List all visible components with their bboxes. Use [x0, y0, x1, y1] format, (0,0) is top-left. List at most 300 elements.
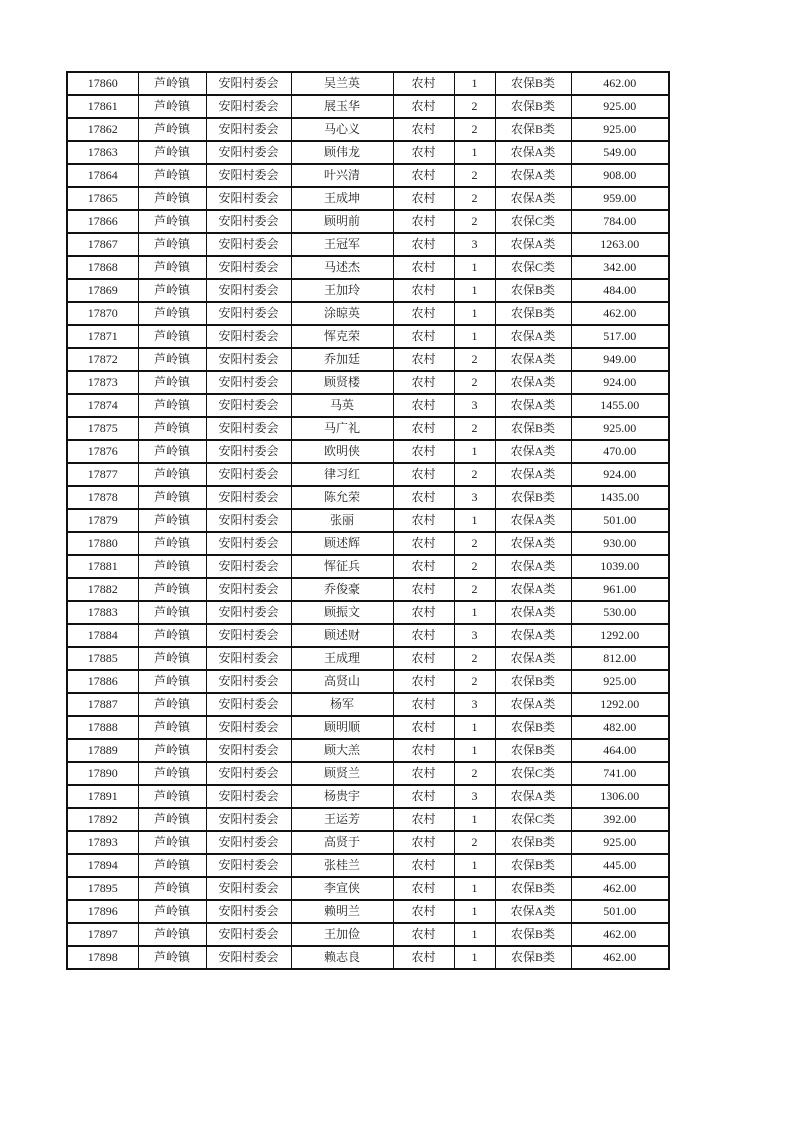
cell-village-committee: 安阳村委会 — [206, 877, 291, 900]
cell-village-committee: 安阳村委会 — [206, 578, 291, 601]
cell-amount: 482.00 — [571, 716, 669, 739]
cell-amount: 959.00 — [571, 187, 669, 210]
cell-village-committee: 安阳村委会 — [206, 417, 291, 440]
cell-town: 芦岭镇 — [138, 877, 206, 900]
cell-insurance-category: 农保A类 — [495, 325, 571, 348]
table-row — [67, 785, 669, 808]
cell-person-count: 2 — [454, 463, 495, 486]
cell-amount: 1435.00 — [571, 486, 669, 509]
cell-amount: 925.00 — [571, 831, 669, 854]
cell-village-committee: 安阳村委会 — [206, 486, 291, 509]
cell-insurance-category: 农保B类 — [495, 118, 571, 141]
cell-person-count: 1 — [454, 739, 495, 762]
cell-person-count: 3 — [454, 233, 495, 256]
cell-person-count: 2 — [454, 371, 495, 394]
table-row — [67, 739, 669, 762]
cell-amount: 462.00 — [571, 923, 669, 946]
cell-residence-type: 农村 — [393, 923, 454, 946]
cell-village-committee: 安阳村委会 — [206, 946, 291, 969]
table-row — [67, 210, 669, 233]
cell-person-count: 1 — [454, 716, 495, 739]
cell-person-name: 马广礼 — [291, 417, 393, 440]
cell-village-committee: 安阳村委会 — [206, 164, 291, 187]
cell-person-name: 赖明兰 — [291, 900, 393, 923]
cell-person-name: 王成坤 — [291, 187, 393, 210]
cell-insurance-category: 农保B类 — [495, 302, 571, 325]
cell-amount: 930.00 — [571, 532, 669, 555]
cell-person-count: 3 — [454, 693, 495, 716]
cell-insurance-category: 农保A类 — [495, 371, 571, 394]
cell-insurance-category: 农保A类 — [495, 578, 571, 601]
table-row — [67, 187, 669, 210]
cell-residence-type: 农村 — [393, 624, 454, 647]
cell-residence-type: 农村 — [393, 762, 454, 785]
cell-person-name: 顾振文 — [291, 601, 393, 624]
cell-record-id: 17896 — [67, 900, 138, 923]
cell-person-count: 2 — [454, 555, 495, 578]
cell-insurance-category: 农保A类 — [495, 348, 571, 371]
cell-town: 芦岭镇 — [138, 95, 206, 118]
cell-person-count: 2 — [454, 348, 495, 371]
cell-insurance-category: 农保A类 — [495, 509, 571, 532]
cell-town: 芦岭镇 — [138, 141, 206, 164]
cell-residence-type: 农村 — [393, 256, 454, 279]
cell-residence-type: 农村 — [393, 210, 454, 233]
cell-village-committee: 安阳村委会 — [206, 900, 291, 923]
table-row — [67, 486, 669, 509]
cell-amount: 470.00 — [571, 440, 669, 463]
table-row — [67, 647, 669, 670]
cell-town: 芦岭镇 — [138, 693, 206, 716]
cell-town: 芦岭镇 — [138, 394, 206, 417]
cell-village-committee: 安阳村委会 — [206, 118, 291, 141]
cell-insurance-category: 农保A类 — [495, 900, 571, 923]
cell-town: 芦岭镇 — [138, 762, 206, 785]
cell-record-id: 17866 — [67, 210, 138, 233]
table-row — [67, 348, 669, 371]
cell-residence-type: 农村 — [393, 72, 454, 95]
cell-residence-type: 农村 — [393, 716, 454, 739]
cell-person-count: 1 — [454, 302, 495, 325]
cell-insurance-category: 农保A类 — [495, 785, 571, 808]
cell-residence-type: 农村 — [393, 555, 454, 578]
cell-record-id: 17873 — [67, 371, 138, 394]
cell-village-committee: 安阳村委会 — [206, 463, 291, 486]
table-row — [67, 463, 669, 486]
cell-town: 芦岭镇 — [138, 440, 206, 463]
cell-record-id: 17874 — [67, 394, 138, 417]
cell-insurance-category: 农保B类 — [495, 854, 571, 877]
cell-village-committee: 安阳村委会 — [206, 233, 291, 256]
cell-village-committee: 安阳村委会 — [206, 716, 291, 739]
cell-residence-type: 农村 — [393, 187, 454, 210]
cell-residence-type: 农村 — [393, 302, 454, 325]
cell-record-id: 17898 — [67, 946, 138, 969]
cell-person-count: 1 — [454, 279, 495, 302]
cell-amount: 462.00 — [571, 946, 669, 969]
cell-record-id: 17862 — [67, 118, 138, 141]
cell-village-committee: 安阳村委会 — [206, 72, 291, 95]
cell-village-committee: 安阳村委会 — [206, 762, 291, 785]
cell-record-id: 17893 — [67, 831, 138, 854]
cell-person-count: 1 — [454, 877, 495, 900]
cell-person-count: 2 — [454, 578, 495, 601]
cell-person-count: 2 — [454, 670, 495, 693]
cell-residence-type: 农村 — [393, 394, 454, 417]
cell-town: 芦岭镇 — [138, 739, 206, 762]
cell-insurance-category: 农保B类 — [495, 95, 571, 118]
cell-insurance-category: 农保B类 — [495, 946, 571, 969]
cell-village-committee: 安阳村委会 — [206, 371, 291, 394]
cell-amount: 925.00 — [571, 95, 669, 118]
cell-residence-type: 农村 — [393, 348, 454, 371]
cell-record-id: 17878 — [67, 486, 138, 509]
table-row — [67, 164, 669, 187]
cell-person-count: 1 — [454, 923, 495, 946]
cell-record-id: 17886 — [67, 670, 138, 693]
cell-insurance-category: 农保B类 — [495, 716, 571, 739]
cell-residence-type: 农村 — [393, 95, 454, 118]
cell-village-committee: 安阳村委会 — [206, 647, 291, 670]
table-row — [67, 808, 669, 831]
cell-amount: 342.00 — [571, 256, 669, 279]
cell-amount: 1455.00 — [571, 394, 669, 417]
cell-person-count: 2 — [454, 831, 495, 854]
cell-village-committee: 安阳村委会 — [206, 923, 291, 946]
cell-person-count: 2 — [454, 164, 495, 187]
cell-record-id: 17863 — [67, 141, 138, 164]
cell-record-id: 17869 — [67, 279, 138, 302]
cell-person-count: 2 — [454, 417, 495, 440]
cell-residence-type: 农村 — [393, 371, 454, 394]
cell-town: 芦岭镇 — [138, 417, 206, 440]
table-row — [67, 371, 669, 394]
cell-person-count: 1 — [454, 256, 495, 279]
cell-town: 芦岭镇 — [138, 187, 206, 210]
cell-record-id: 17897 — [67, 923, 138, 946]
cell-residence-type: 农村 — [393, 877, 454, 900]
cell-town: 芦岭镇 — [138, 509, 206, 532]
cell-residence-type: 农村 — [393, 578, 454, 601]
cell-town: 芦岭镇 — [138, 118, 206, 141]
table-row — [67, 831, 669, 854]
cell-record-id: 17879 — [67, 509, 138, 532]
cell-village-committee: 安阳村委会 — [206, 555, 291, 578]
cell-person-name: 展玉华 — [291, 95, 393, 118]
cell-person-name: 马心义 — [291, 118, 393, 141]
cell-insurance-category: 农保C类 — [495, 762, 571, 785]
table-row — [67, 854, 669, 877]
cell-amount: 445.00 — [571, 854, 669, 877]
cell-record-id: 17889 — [67, 739, 138, 762]
cell-residence-type: 农村 — [393, 164, 454, 187]
cell-person-count: 1 — [454, 854, 495, 877]
table-row — [67, 762, 669, 785]
cell-amount: 784.00 — [571, 210, 669, 233]
cell-person-name: 顾明顺 — [291, 716, 393, 739]
cell-town: 芦岭镇 — [138, 946, 206, 969]
cell-person-name: 赖志良 — [291, 946, 393, 969]
cell-insurance-category: 农保A类 — [495, 463, 571, 486]
cell-amount: 549.00 — [571, 141, 669, 164]
cell-town: 芦岭镇 — [138, 900, 206, 923]
cell-insurance-category: 农保A类 — [495, 624, 571, 647]
cell-person-count: 2 — [454, 532, 495, 555]
cell-town: 芦岭镇 — [138, 302, 206, 325]
cell-village-committee: 安阳村委会 — [206, 440, 291, 463]
cell-person-name: 杨贵宇 — [291, 785, 393, 808]
cell-amount: 925.00 — [571, 670, 669, 693]
cell-insurance-category: 农保A类 — [495, 647, 571, 670]
table-row — [67, 693, 669, 716]
cell-residence-type: 农村 — [393, 946, 454, 969]
cell-amount: 464.00 — [571, 739, 669, 762]
cell-insurance-category: 农保B类 — [495, 739, 571, 762]
cell-town: 芦岭镇 — [138, 555, 206, 578]
cell-person-name: 乔俊豪 — [291, 578, 393, 601]
cell-village-committee: 安阳村委会 — [206, 739, 291, 762]
cell-amount: 1306.00 — [571, 785, 669, 808]
cell-amount: 925.00 — [571, 118, 669, 141]
cell-person-name: 李宣侠 — [291, 877, 393, 900]
cell-record-id: 17870 — [67, 302, 138, 325]
cell-insurance-category: 农保B类 — [495, 279, 571, 302]
cell-record-id: 17882 — [67, 578, 138, 601]
cell-record-id: 17875 — [67, 417, 138, 440]
cell-residence-type: 农村 — [393, 693, 454, 716]
table-row — [67, 923, 669, 946]
cell-person-name: 恽征兵 — [291, 555, 393, 578]
cell-village-committee: 安阳村委会 — [206, 601, 291, 624]
table-row — [67, 509, 669, 532]
cell-town: 芦岭镇 — [138, 348, 206, 371]
cell-residence-type: 农村 — [393, 141, 454, 164]
cell-insurance-category: 农保A类 — [495, 233, 571, 256]
cell-amount: 812.00 — [571, 647, 669, 670]
cell-person-name: 王加俭 — [291, 923, 393, 946]
cell-person-name: 顾述财 — [291, 624, 393, 647]
cell-residence-type: 农村 — [393, 486, 454, 509]
cell-amount: 462.00 — [571, 877, 669, 900]
cell-insurance-category: 农保B类 — [495, 486, 571, 509]
cell-person-count: 1 — [454, 440, 495, 463]
cell-person-name: 王冠军 — [291, 233, 393, 256]
cell-insurance-category: 农保C类 — [495, 256, 571, 279]
cell-person-name: 高贤于 — [291, 831, 393, 854]
table-row — [67, 256, 669, 279]
cell-person-name: 杨军 — [291, 693, 393, 716]
cell-village-committee: 安阳村委会 — [206, 831, 291, 854]
cell-record-id: 17864 — [67, 164, 138, 187]
cell-town: 芦岭镇 — [138, 624, 206, 647]
cell-town: 芦岭镇 — [138, 72, 206, 95]
cell-person-name: 顾大羔 — [291, 739, 393, 762]
cell-amount: 908.00 — [571, 164, 669, 187]
cell-amount: 501.00 — [571, 509, 669, 532]
cell-record-id: 17872 — [67, 348, 138, 371]
table-row — [67, 279, 669, 302]
cell-residence-type: 农村 — [393, 325, 454, 348]
table-row — [67, 141, 669, 164]
cell-insurance-category: 农保A类 — [495, 693, 571, 716]
table-row — [67, 532, 669, 555]
document-page — [66, 71, 670, 970]
cell-amount: 924.00 — [571, 463, 669, 486]
cell-person-count: 1 — [454, 141, 495, 164]
cell-village-committee: 安阳村委会 — [206, 325, 291, 348]
cell-residence-type: 农村 — [393, 670, 454, 693]
cell-residence-type: 农村 — [393, 854, 454, 877]
cell-person-name: 高贤山 — [291, 670, 393, 693]
cell-town: 芦岭镇 — [138, 647, 206, 670]
cell-person-name: 马英 — [291, 394, 393, 417]
cell-town: 芦岭镇 — [138, 233, 206, 256]
cell-person-count: 3 — [454, 624, 495, 647]
cell-amount: 925.00 — [571, 417, 669, 440]
table-row — [67, 900, 669, 923]
cell-residence-type: 农村 — [393, 118, 454, 141]
cell-record-id: 17891 — [67, 785, 138, 808]
table-row — [67, 440, 669, 463]
table-row — [67, 72, 669, 95]
cell-amount: 961.00 — [571, 578, 669, 601]
cell-person-name: 欧明侠 — [291, 440, 393, 463]
cell-person-name: 王运芳 — [291, 808, 393, 831]
cell-record-id: 17894 — [67, 854, 138, 877]
cell-village-committee: 安阳村委会 — [206, 624, 291, 647]
cell-amount: 741.00 — [571, 762, 669, 785]
cell-village-committee: 安阳村委会 — [206, 509, 291, 532]
cell-person-count: 1 — [454, 946, 495, 969]
cell-record-id: 17883 — [67, 601, 138, 624]
cell-village-committee: 安阳村委会 — [206, 785, 291, 808]
table-row — [67, 946, 669, 969]
cell-person-name: 恽克荣 — [291, 325, 393, 348]
cell-record-id: 17895 — [67, 877, 138, 900]
cell-insurance-category: 农保A类 — [495, 532, 571, 555]
cell-person-count: 3 — [454, 785, 495, 808]
table-row — [67, 233, 669, 256]
cell-residence-type: 农村 — [393, 509, 454, 532]
cell-insurance-category: 农保B类 — [495, 417, 571, 440]
cell-village-committee: 安阳村委会 — [206, 95, 291, 118]
cell-insurance-category: 农保C类 — [495, 808, 571, 831]
cell-town: 芦岭镇 — [138, 486, 206, 509]
table-row — [67, 302, 669, 325]
table-row — [67, 624, 669, 647]
cell-record-id: 17877 — [67, 463, 138, 486]
table-row — [67, 394, 669, 417]
cell-record-id: 17890 — [67, 762, 138, 785]
cell-insurance-category: 农保B类 — [495, 831, 571, 854]
cell-person-name: 律习红 — [291, 463, 393, 486]
cell-person-count: 1 — [454, 601, 495, 624]
table-row — [67, 670, 669, 693]
cell-residence-type: 农村 — [393, 233, 454, 256]
cell-insurance-category: 农保B类 — [495, 923, 571, 946]
cell-amount: 462.00 — [571, 72, 669, 95]
table-row — [67, 877, 669, 900]
cell-village-committee: 安阳村委会 — [206, 670, 291, 693]
cell-amount: 392.00 — [571, 808, 669, 831]
table-row — [67, 417, 669, 440]
table-body — [67, 72, 669, 969]
cell-village-committee: 安阳村委会 — [206, 854, 291, 877]
cell-town: 芦岭镇 — [138, 279, 206, 302]
table-row — [67, 118, 669, 141]
cell-record-id: 17884 — [67, 624, 138, 647]
cell-town: 芦岭镇 — [138, 578, 206, 601]
cell-person-count: 3 — [454, 486, 495, 509]
cell-record-id: 17871 — [67, 325, 138, 348]
cell-amount: 462.00 — [571, 302, 669, 325]
table-row — [67, 601, 669, 624]
cell-record-id: 17885 — [67, 647, 138, 670]
cell-record-id: 17880 — [67, 532, 138, 555]
table-row — [67, 555, 669, 578]
cell-town: 芦岭镇 — [138, 256, 206, 279]
cell-insurance-category: 农保A类 — [495, 141, 571, 164]
cell-record-id: 17868 — [67, 256, 138, 279]
cell-insurance-category: 农保C类 — [495, 210, 571, 233]
cell-insurance-category: 农保B类 — [495, 72, 571, 95]
cell-amount: 1292.00 — [571, 624, 669, 647]
table-row — [67, 716, 669, 739]
cell-village-committee: 安阳村委会 — [206, 808, 291, 831]
cell-residence-type: 农村 — [393, 900, 454, 923]
cell-person-name: 涂晾英 — [291, 302, 393, 325]
cell-town: 芦岭镇 — [138, 532, 206, 555]
cell-insurance-category: 农保A类 — [495, 164, 571, 187]
cell-residence-type: 农村 — [393, 417, 454, 440]
cell-person-count: 1 — [454, 900, 495, 923]
cell-person-count: 1 — [454, 325, 495, 348]
cell-person-name: 顾伟龙 — [291, 141, 393, 164]
cell-town: 芦岭镇 — [138, 831, 206, 854]
cell-person-name: 张丽 — [291, 509, 393, 532]
cell-record-id: 17887 — [67, 693, 138, 716]
cell-amount: 530.00 — [571, 601, 669, 624]
cell-village-committee: 安阳村委会 — [206, 693, 291, 716]
cell-insurance-category: 农保B类 — [495, 877, 571, 900]
benefits-roster-table — [66, 71, 670, 970]
cell-town: 芦岭镇 — [138, 325, 206, 348]
cell-person-count: 2 — [454, 118, 495, 141]
cell-residence-type: 农村 — [393, 601, 454, 624]
cell-person-count: 3 — [454, 394, 495, 417]
cell-amount: 1292.00 — [571, 693, 669, 716]
cell-residence-type: 农村 — [393, 785, 454, 808]
cell-village-committee: 安阳村委会 — [206, 348, 291, 371]
cell-person-count: 1 — [454, 808, 495, 831]
cell-insurance-category: 农保A类 — [495, 440, 571, 463]
cell-town: 芦岭镇 — [138, 601, 206, 624]
table-row — [67, 325, 669, 348]
cell-person-count: 1 — [454, 72, 495, 95]
cell-residence-type: 农村 — [393, 440, 454, 463]
cell-person-name: 乔加廷 — [291, 348, 393, 371]
cell-residence-type: 农村 — [393, 647, 454, 670]
cell-person-name: 陈允荣 — [291, 486, 393, 509]
cell-village-committee: 安阳村委会 — [206, 210, 291, 233]
cell-insurance-category: 农保A类 — [495, 555, 571, 578]
cell-person-count: 2 — [454, 647, 495, 670]
cell-residence-type: 农村 — [393, 808, 454, 831]
cell-village-committee: 安阳村委会 — [206, 279, 291, 302]
cell-person-name: 马述杰 — [291, 256, 393, 279]
cell-town: 芦岭镇 — [138, 210, 206, 233]
cell-person-name: 顾明前 — [291, 210, 393, 233]
